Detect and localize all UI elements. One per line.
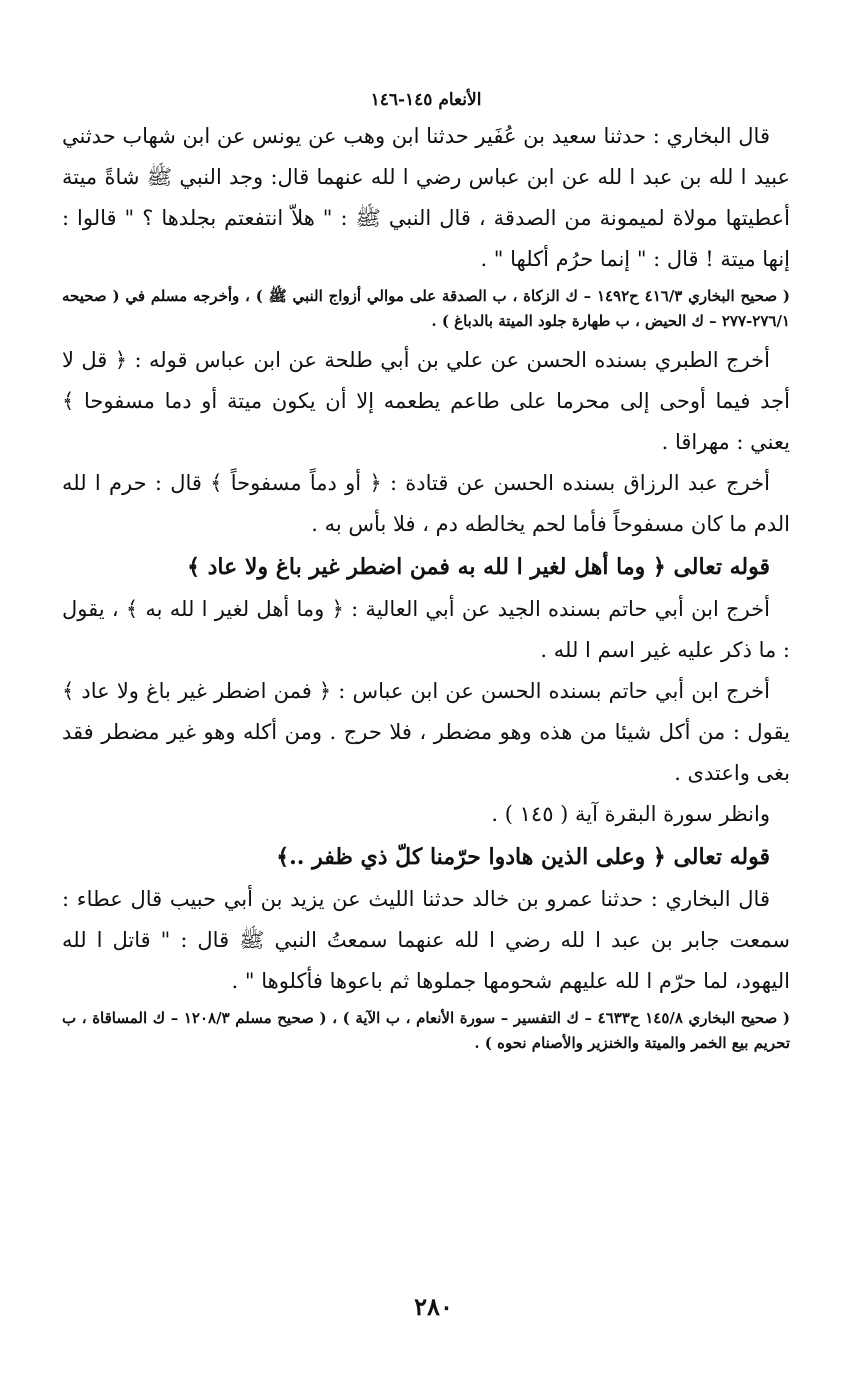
page-number: ٢٨٠ xyxy=(414,1292,453,1321)
paragraph-bukhari-jabir: قال البخاري : حدثنا عمرو بن خالد حدثنا الليث عن يزيد بن أبي حبيب قال عطاء : سمعت جابر بن عبد ا لله رضي ا لله عنهما سمعتُ النبي ﷺ قال : " قاتل ا لله اليهود، لما حرّم ا لله عليهم شحومها جملوها ثم باعوها فأكلوها " . xyxy=(62,887,790,993)
citation-note: ( صحيح البخاري ١٤٥/٨ ح٤٦٣٣ – ك التفسير – سورة الأنعام ، ب الآية ) ، ( صحيح مسلم ١٢٠٨/٣ – ك المساقاة ، ب تحريم بيع الخمر والميتة والخنزير والأصنام نحوه ) . xyxy=(62,1009,791,1052)
section-heading: قوله تعالى ﴿ وما أهل لغير ا لله به فمن اضطر غير باغ ولا عاد ﴾ xyxy=(187,554,770,580)
paragraph-cross-reference: وانظر سورة البقرة آية ( ١٤٥ ) . xyxy=(491,802,770,826)
page-body xyxy=(62,88,790,1062)
paragraph-abu-aliyah: أخرج ابن أبي حاتم بسنده الجيد عن أبي العالية : ﴿ وما أهل لغير ا لله به ﴾ ، يقول : ما ذكر عليه غير اسم ا لله . xyxy=(62,597,790,662)
citation-note: ( صحيح البخاري ٤١٦/٣ ح١٤٩٢ – ك الزكاة ، ب الصدقة على موالي أزواج النبي ﷺ ) ، وأخرجه مسلم في ( صحيحه ٢٧٦/١-٢٧٧ – ك الحيض ، ب طهارة جلود الميتة بالدباغ ) . xyxy=(62,287,790,330)
paragraph-bukhari-hadith: قال البخاري : حدثنا سعيد بن عُفَير حدثنا ابن وهب عن يونس عن ابن شهاب حدثني عبيد ا لله بن عبد ا لله عن ابن عباس رضي ا لله عنهما قال: وجد النبي ﷺ شاةً ميتة أعطيتها مولاة لميمونة من الصدقة ، قال النبي ﷺ : " هلاّ انتفعتم بجلدها ؟ " قالوا : إنها ميتة ! قال : " إنما حرُم أكلها " . xyxy=(62,124,791,271)
paragraph-ibn-abbas: أخرج ابن أبي حاتم بسنده الحسن عن ابن عباس : ﴿ فمن اضطر غير باغ ولا عاد ﴾ يقول : من أكل شيئا من هذه وهو مضطر ، فلا حرج . ومن أكله وهو غير مضطر فقد بغى واعتدى . xyxy=(62,679,790,785)
running-header: الأنعام ١٤٥-١٤٦ xyxy=(370,90,482,110)
paragraph-abdurrazzaq: أخرج عبد الرزاق بسنده الحسن عن قتادة : ﴿ أو دماً مسفوحاً ﴾ قال : حرم ا لله الدم ما كان مسفوحاً فأما لحم يخالطه دم ، فلا بأس به . xyxy=(62,471,790,536)
paragraph-tabari: أخرج الطبري بسنده الحسن عن علي بن أبي طلحة عن ابن عباس قوله : ﴿ قل لا أجد فيما أوحى إلى محرما على طاعم يطعمه إلا أن يكون ميتة أو دما مسفوحا ﴾ يعني : مهراقا . xyxy=(62,348,790,454)
section-heading: قوله تعالى ﴿ وعلى الذين هادوا حرّمنا كلّ ذي ظفر ..﴾ xyxy=(276,844,770,870)
